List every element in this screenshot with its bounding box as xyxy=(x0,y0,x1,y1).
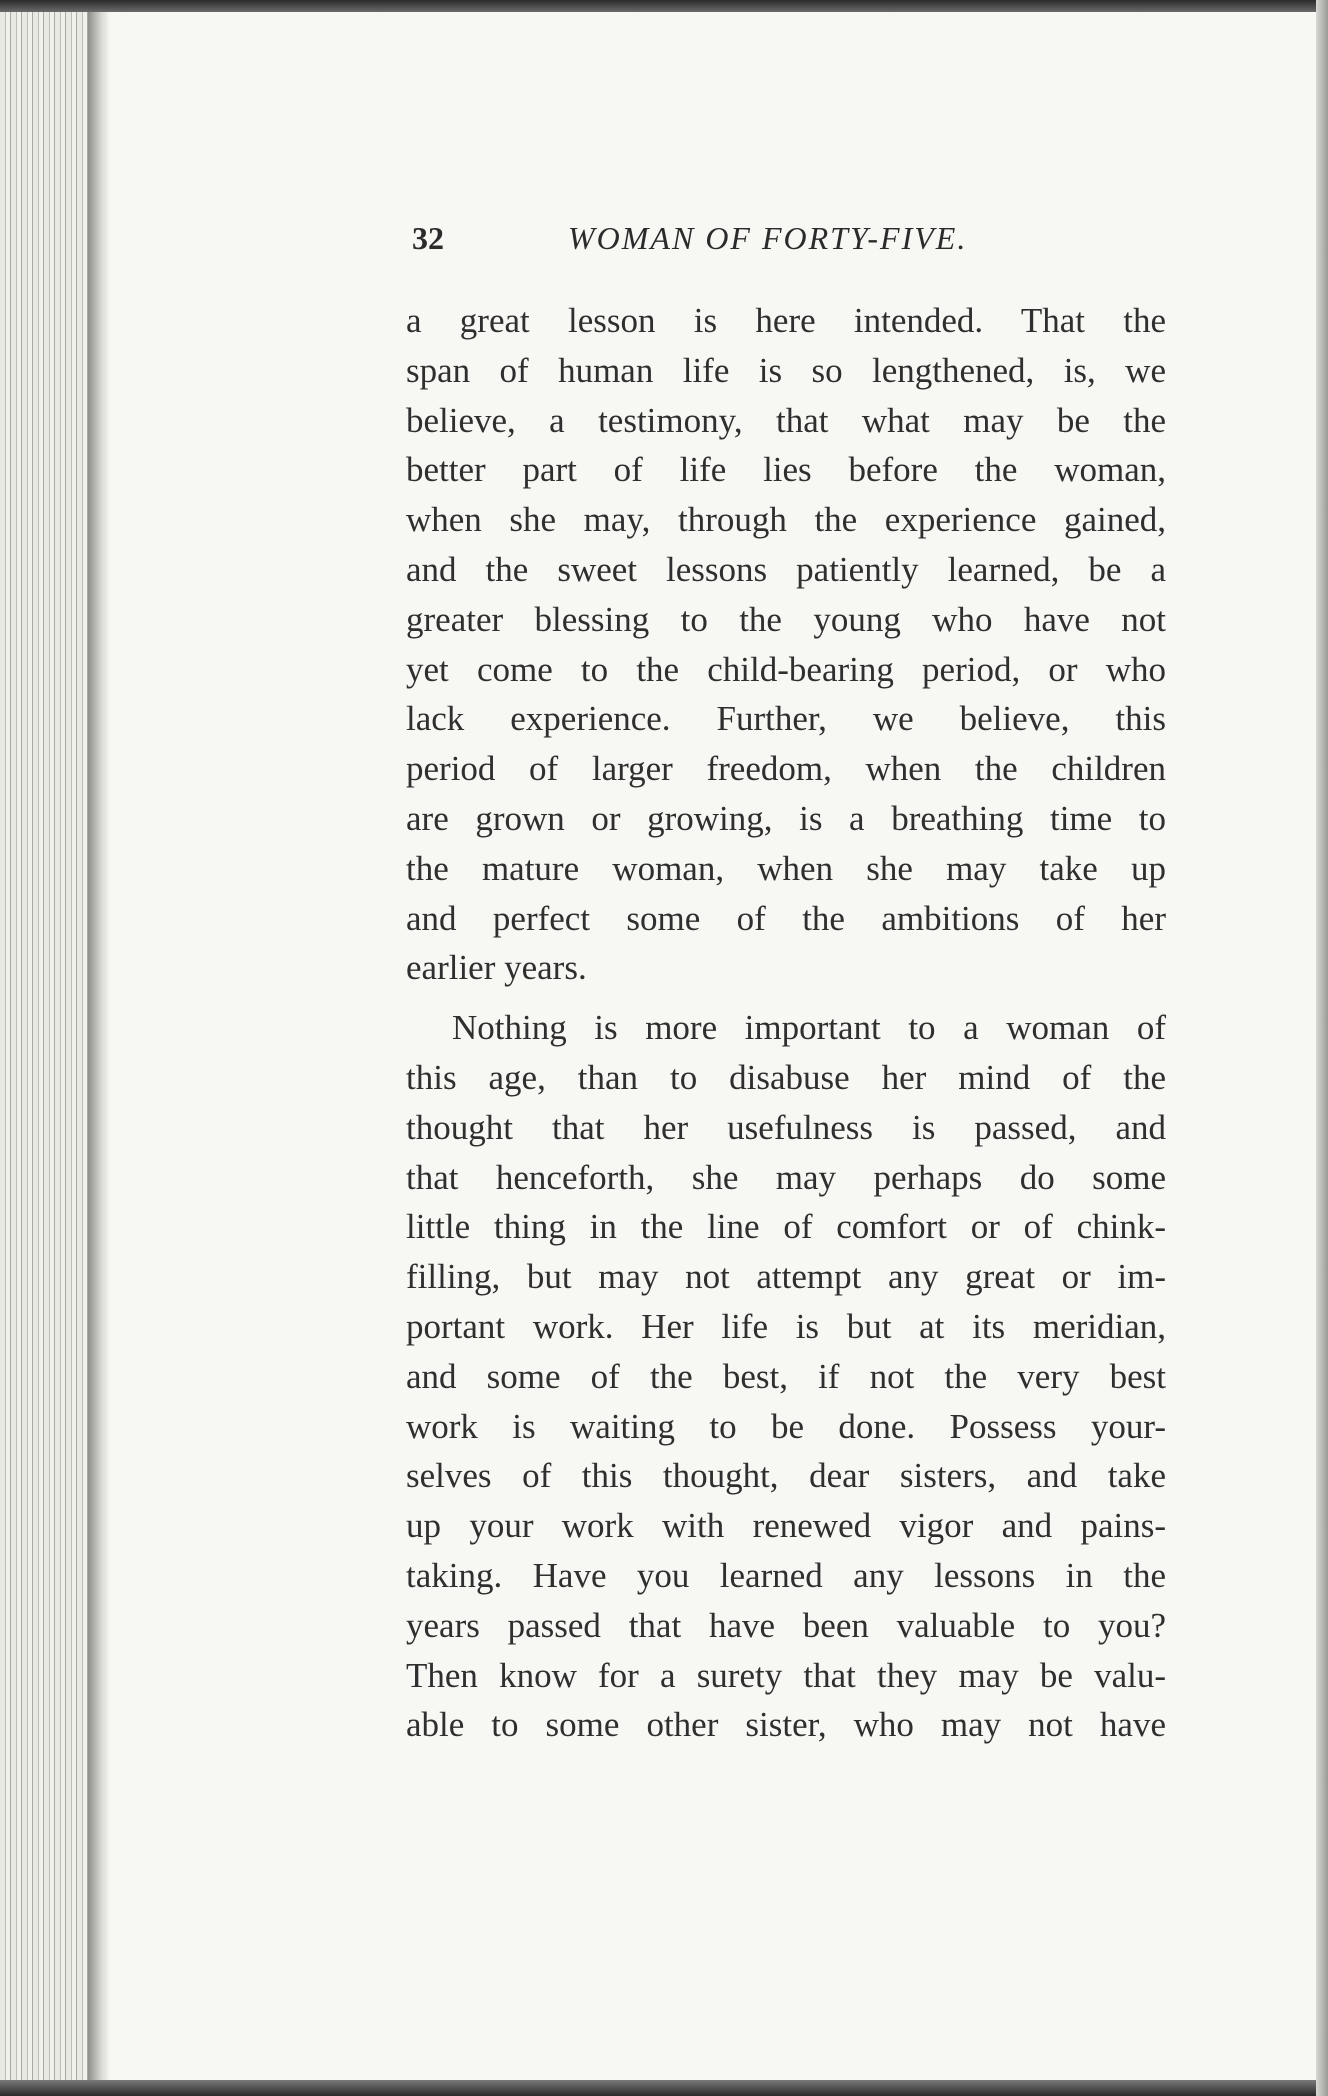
scan-edge-right xyxy=(1316,0,1328,2096)
scan-edge-bottom xyxy=(0,2080,1328,2096)
text-line: this age, than to disabuse her mind of the xyxy=(406,1057,1166,1097)
text-line: able to some other sister, who may not have xyxy=(406,1705,1166,1745)
paragraph-gap xyxy=(406,993,1166,1003)
text-line: yet come to the child-bearing period, or who xyxy=(406,649,1166,689)
text-line: portant work. Her life is but at its meridian, xyxy=(406,1306,1166,1346)
text-line: thought that her usefulness is passed, and xyxy=(406,1107,1166,1147)
text-line: years passed that have been valuable to you? xyxy=(406,1605,1166,1645)
text-line: and perfect some of the ambitions of her xyxy=(406,898,1166,938)
page-header xyxy=(412,220,1132,270)
paragraph-1 xyxy=(406,296,1166,993)
text-line: and the sweet lessons patiently learned, be a xyxy=(406,549,1166,589)
gutter-shadow xyxy=(88,0,110,2096)
text-line: filling, but may not attempt any great or im- xyxy=(406,1257,1166,1297)
text-line: little thing in the line of comfort or of chink- xyxy=(406,1207,1166,1247)
text-line: and some of the best, if not the very best xyxy=(406,1356,1166,1396)
text-line: selves of this thought, dear sisters, and take xyxy=(406,1456,1166,1496)
text-line: Then know for a surety that they may be valu- xyxy=(406,1655,1166,1695)
text-line: span of human life is so lengthened, is, we xyxy=(406,350,1166,390)
text-line: greater blessing to the young who have not xyxy=(406,599,1166,639)
text-line: work is waiting to be done. Possess your- xyxy=(406,1406,1166,1446)
text-line: Nothing is more important to a woman of xyxy=(452,1008,1166,1048)
scan-edge-top xyxy=(0,0,1328,12)
text-line: when she may, through the experience gained, xyxy=(406,500,1166,540)
text-line: the mature woman, when she may take up xyxy=(406,848,1166,888)
text-line: taking. Have you learned any lessons in the xyxy=(406,1555,1166,1595)
paragraph-2 xyxy=(406,1003,1166,1750)
text-line: a great lesson is here intended. That the xyxy=(406,301,1166,340)
text-line: that henceforth, she may perhaps do some xyxy=(406,1157,1166,1197)
text-line: lack experience. Further, we believe, this xyxy=(406,699,1166,739)
body-text xyxy=(406,296,1166,1750)
text-line: earlier years. xyxy=(406,948,587,988)
text-line: up your work with renewed vigor and pains- xyxy=(406,1506,1166,1546)
text-line: period of larger freedom, when the children xyxy=(406,749,1166,789)
running-head: WOMAN OF FORTY-FIVE. xyxy=(568,220,968,256)
text-line: are grown or growing, is a breathing time to xyxy=(406,798,1166,838)
text-line: believe, a testimony, that what may be the xyxy=(406,400,1166,440)
page-number: 32 xyxy=(412,220,444,256)
book-page-edges xyxy=(0,0,100,2096)
text-line: better part of life lies before the woman, xyxy=(406,450,1166,490)
